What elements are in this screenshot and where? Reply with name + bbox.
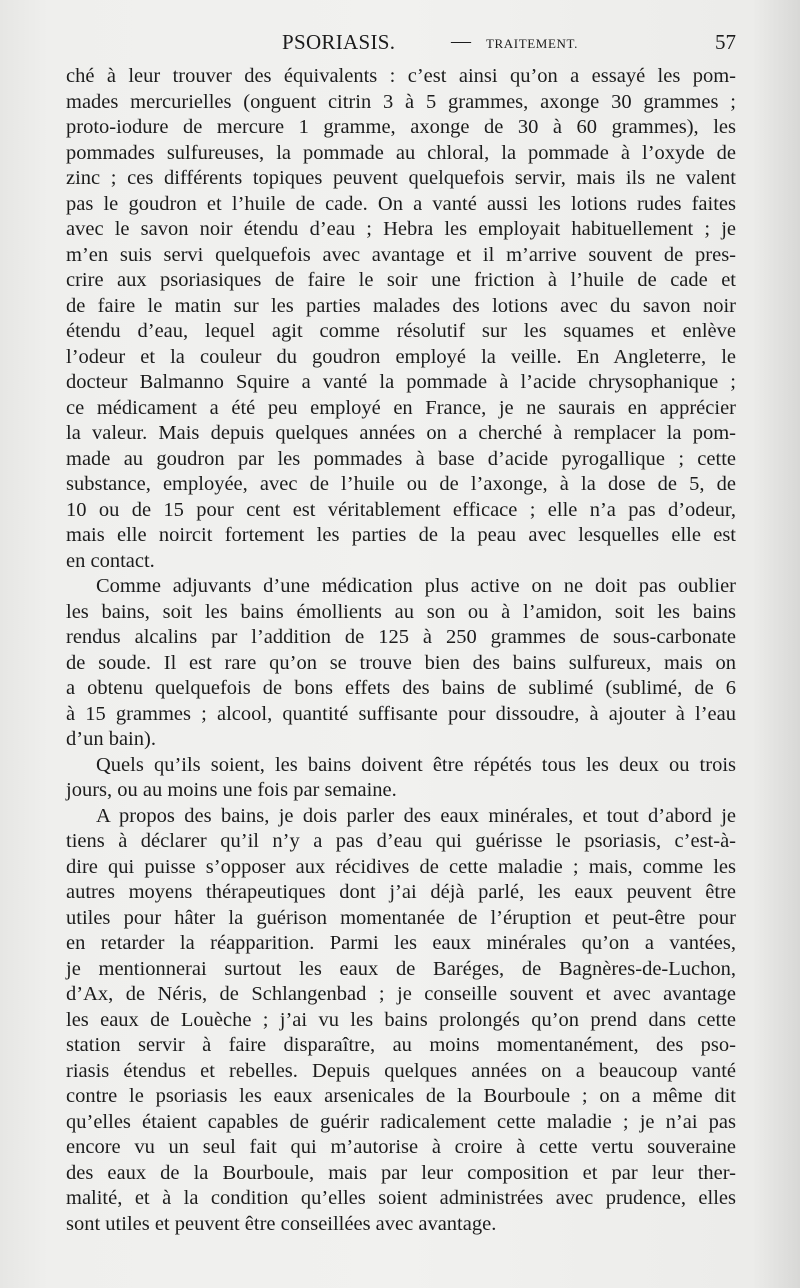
text-line: pommades sulfureuses, la pommade au chloral, la pommade à l’oxyde de xyxy=(66,141,736,164)
text-line: contre le psoriasis les eaux arsenicales de la Bourboule ; on a même dit xyxy=(66,1085,736,1107)
text-line: étendu d’eau, lequel agit comme résolutif sur les squames et enlève xyxy=(66,320,736,342)
text-line: ché à leur trouver des équivalents : c’est ainsi qu’on a essayé les pom- xyxy=(66,65,736,87)
text-line: zinc ; ces différents topiques peuvent quelquefois servir, mais ils ne valent xyxy=(66,167,736,189)
section-title: TRAITEMENT. xyxy=(486,36,578,51)
text-line: à 15 grammes ; alcool, quantité suffisante pour dissoudre, à ajouter à l’eau xyxy=(66,702,736,725)
text-line: qu’elles étaient capables de guérir radicalement cette maladie ; je n’ai pas xyxy=(66,1110,736,1133)
text-line: jours, ou au moins une fois par semaine. xyxy=(66,779,397,801)
text-line: les eaux de Louèche ; j’ai vu les bains prolongés qu’on prend dans cette xyxy=(66,1008,736,1031)
text-line: rendus alcalins par l’addition de 125 à 250 grammes de sous-carbonate xyxy=(66,626,736,648)
text-line: made au goudron par les pommades à base d’acide pyrogallique ; cette xyxy=(66,447,736,470)
text-line: l’odeur et la couleur du goudron employé la veille. En Angleterre, le xyxy=(66,345,736,368)
text-line: en retarder la réapparition. Parmi les eaux minérales qu’on a vantées, xyxy=(66,932,736,954)
text-line: substance, employée, avec de l’huile ou de l’axonge, à la dose de 5, de xyxy=(66,473,736,495)
text-line: d’un bain). xyxy=(66,728,156,750)
text-line: 10 ou de 15 pour cent est véritablement efficace ; elle n’a pas d’odeur, xyxy=(66,498,736,521)
text-line: pas le goudron et l’huile de cade. On a vanté aussi les lotions rudes faites xyxy=(66,192,736,215)
running-header xyxy=(66,30,736,60)
page-number: 57 xyxy=(715,30,736,54)
text-line: Quels qu’ils soient, les bains doivent être répétés tous les deux ou trois xyxy=(96,753,736,776)
header-dash: — xyxy=(451,30,471,52)
text-line: encore vu un seul fait qui m’autorise à croire à cette vertu souveraine xyxy=(66,1136,736,1158)
text-line: la valeur. Mais depuis quelques années on a cherché à remplacer la pom- xyxy=(66,422,736,444)
text-line: tiens à déclarer qu’il n’y a pas d’eau qui guérisse le psoriasis, c’est-à- xyxy=(66,830,736,852)
text-line: dire qui puisse s’opposer aux récidives de cette maladie ; mais, comme les xyxy=(66,855,736,878)
text-line: des eaux de la Bourboule, mais par leur composition et par leur ther- xyxy=(66,1161,736,1184)
running-title: PSORIASIS. xyxy=(282,30,396,54)
text-line: a obtenu quelquefois de bons effets des bains de sublimé (sublimé, de 6 xyxy=(66,677,736,699)
text-line: Comme adjuvants d’une médication plus active on ne doit pas oublier xyxy=(96,575,736,597)
text-line: crire aux psoriasiques de faire le soir une friction à l’huile de cade et xyxy=(66,269,736,291)
text-line: ce médicament a été peu employé en France, je ne saurais en apprécier xyxy=(66,396,736,419)
text-line: utiles pour hâter la guérison momentanée de l’éruption et peut-être pour xyxy=(66,906,736,929)
text-line: d’Ax, de Néris, de Schlangenbad ; je conseille souvent et avec avantage xyxy=(66,983,736,1005)
text-line: je mentionnerai surtout les eaux de Baréges, de Bagnères-de-Luchon, xyxy=(66,957,736,980)
text-line: docteur Balmanno Squire a vanté la pommade à l’acide chrysophanique ; xyxy=(66,371,736,393)
text-line: avec le savon noir étendu d’eau ; Hebra les employait habituellement ; je xyxy=(66,218,736,240)
text-line: de soude. Il est rare qu’on se trouve bien des bains sulfureux, mais on xyxy=(66,651,736,674)
text-line: malité, et à la condition qu’elles soient administrées avec prudence, elles xyxy=(66,1187,736,1209)
text-line: en contact. xyxy=(66,549,155,572)
text-line: mais elle noircit fortement les parties de la peau avec lesquelles elle est xyxy=(66,524,736,546)
text-line: m’en suis servi quelquefois avec avantage et il m’arrive souvent de pres- xyxy=(66,243,736,266)
text-line: proto-iodure de mercure 1 gramme, axonge de 30 à 60 grammes), les xyxy=(66,116,736,138)
text-line: mades mercurielles (onguent citrin 3 à 5 grammes, axonge 30 grammes ; xyxy=(66,90,736,113)
text-line: autres moyens thérapeutiques dont j’ai déjà parlé, les eaux peuvent être xyxy=(66,881,736,903)
text-line: de faire le matin sur les parties malades des lotions avec du savon noir xyxy=(66,294,736,317)
text-line: station servir à faire disparaître, au moins momentanément, des pso- xyxy=(66,1034,736,1056)
text-line: riasis étendus et rebelles. Depuis quelques années on a beaucoup vanté xyxy=(66,1059,736,1082)
text-line: A propos des bains, je dois parler des eaux minérales, et tout d’abord je xyxy=(96,804,736,827)
text-line: les bains, soit les bains émollients au son ou à l’amidon, soit les bains xyxy=(66,600,736,623)
text-line: sont utiles et peuvent être conseillées avec avantage. xyxy=(66,1212,497,1235)
body-text xyxy=(66,64,736,1237)
